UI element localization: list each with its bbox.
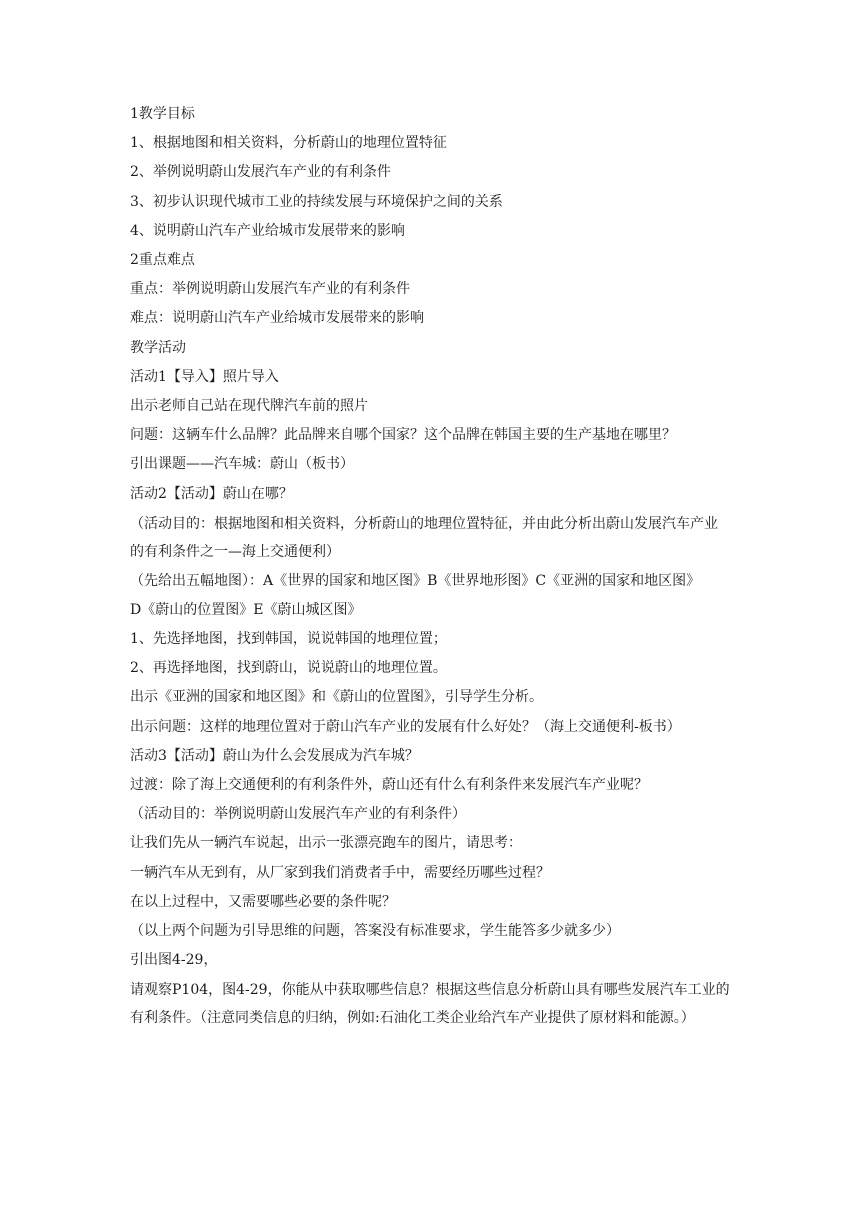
paragraph: （先给出五幅地图）：A《世界的国家和地区图》B《世界地形图》C《亚洲的国家和地区图》: [130, 572, 701, 589]
paragraph: 出示《亚洲的国家和地区图》和《蔚山的位置图》，引导学生分析。: [130, 689, 543, 706]
activity-2-title: 活动2【活动】蔚山在哪？: [130, 485, 293, 502]
paragraph: 出示老师自己站在现代牌汽车前的照片: [130, 398, 368, 415]
paragraph: 引出图4-29，: [130, 952, 218, 969]
activity-3-title: 活动3【活动】蔚山为什么会发展成为汽车城？: [130, 747, 419, 764]
paragraph: 问题：这辆车什么品牌？此品牌来自哪个国家？这个品牌在韩国主要的生产基地在哪里？: [130, 427, 676, 444]
goal-item-3: 3、初步认识现代城市工业的持续发展与环境保护之间的关系: [130, 193, 503, 210]
goal-item-4: 4、说明蔚山汽车产业给城市发展带来的影响: [130, 222, 405, 239]
paragraph: 过渡：除了海上交通便利的有利条件外，蔚山还有什么有利条件来发展汽车产业呢？: [130, 777, 648, 794]
paragraph: （以上两个问题为引导思维的问题，答案没有标准要求，学生能答多少就多少）: [130, 923, 620, 940]
paragraph: 引出课题——汽车城：蔚山（板书）: [130, 456, 354, 473]
activity-1-title: 活动1【导入】照片导入: [130, 368, 279, 385]
paragraph: 请观察P104，图4-29，你能从中获取哪些信息？根据这些信息分析蔚山具有哪些发展汽车工业的有利条件。（注意同类信息的归纳，例如:石油化工类企业给汽车产业提供了原材料和能源。）: [130, 982, 730, 1027]
paragraph: 在以上过程中，又需要哪些必要的条件呢？: [130, 893, 396, 910]
paragraph: D《蔚山的位置图》E《蔚山城区图》: [130, 601, 362, 618]
section-heading-teaching-goals: 1教学目标: [130, 106, 195, 122]
paragraph: （活动目的：举例说明蔚山发展汽车产业的有利条件）: [130, 806, 466, 823]
paragraph: 让我们先从一辆汽车说起，出示一张漂亮跑车的图片，请思考：: [130, 835, 522, 852]
goal-item-2: 2、举例说明蔚山发展汽车产业的有利条件: [130, 164, 391, 181]
paragraph: 一辆汽车从无到有，从厂家到我们消费者手中，需要经历哪些过程？: [130, 864, 550, 881]
paragraph: 出示问题：这样的地理位置对于蔚山汽车产业的发展有什么好处？（海上交通便利-板书）: [130, 718, 681, 735]
list-item: 1、先选择地图，找到韩国，说说韩国的地理位置；: [130, 631, 447, 648]
key-point: 重点：举例说明蔚山发展汽车产业的有利条件: [130, 281, 410, 298]
section-heading-activities: 教学活动: [130, 339, 186, 356]
section-heading-key-points: 2重点难点: [130, 252, 195, 269]
difficult-point: 难点：说明蔚山汽车产业给城市发展带来的影响: [130, 310, 424, 327]
goal-item-1: 1、根据地图和相关资料，分析蔚山的地理位置特征: [130, 135, 447, 152]
paragraph: （活动目的：根据地图和相关资料，分析蔚山的地理位置特征，并由此分析出蔚山发展汽车产业的有利条件之一—海上交通便利）: [130, 515, 718, 560]
document-page: [130, 100, 730, 1033]
list-item: 2、再选择地图，找到蔚山，说说蔚山的地理位置。: [130, 660, 447, 677]
